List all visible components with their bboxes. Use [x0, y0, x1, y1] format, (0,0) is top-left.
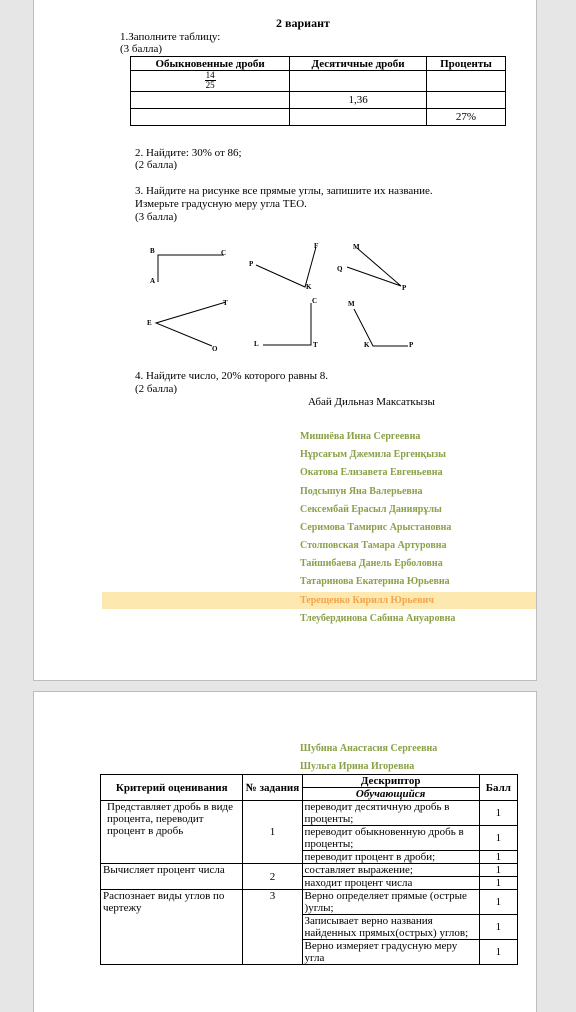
student-name[interactable]: Шульга Ирина Игоревна: [300, 761, 415, 772]
descriptor-3-1: Верно определяет прямые (острые )углы;: [302, 890, 479, 915]
student-name[interactable]: Тайшибаева Данель Ерболовна: [300, 558, 443, 569]
score: 1: [479, 826, 517, 851]
angle-teo: [156, 302, 226, 346]
label-a: A: [150, 277, 156, 285]
label-c2: C: [312, 297, 318, 305]
task-number-1: 1: [243, 801, 302, 864]
label-p2: P: [402, 284, 407, 292]
angles-figure: [34, 0, 536, 360]
document-page-1: [34, 0, 536, 680]
student-name[interactable]: Мишиёва Инна Сергеевна: [300, 431, 421, 442]
label-t: T: [223, 299, 228, 307]
angle-bca: [158, 255, 224, 282]
task4-points: (2 балла): [135, 383, 178, 395]
label-o: O: [212, 345, 218, 353]
student-name-selected[interactable]: Терещенко Кирилл Юрьевич: [300, 595, 434, 606]
angle-mkp: [354, 309, 408, 346]
author-name: Абай Дильназ Максаткызы: [308, 396, 435, 408]
cell-percent: 27%: [426, 109, 505, 126]
header-criterion: Критерий оценивания: [101, 775, 243, 801]
variant-title: 2 вариант: [276, 16, 330, 30]
student-name[interactable]: Шубина Анастасия Сергеевна: [300, 743, 438, 754]
header-descriptor: Дескриптор: [302, 775, 479, 788]
descriptor-1-2: переводит обыкновенную дробь в проценты;: [302, 826, 479, 851]
header-score: Балл: [479, 775, 517, 801]
student-name[interactable]: Подсыпун Яна Валерьевна: [300, 486, 423, 497]
score: 1: [479, 890, 517, 915]
label-m: M: [353, 243, 360, 251]
task2-points: (2 балла): [135, 159, 178, 171]
task3-points: (3 балла): [135, 211, 178, 223]
label-k: K: [306, 283, 312, 291]
score: 1: [479, 877, 517, 890]
fraction-denominator: 25: [205, 80, 215, 90]
fraction-numerator: 14: [205, 70, 215, 80]
student-name[interactable]: Нұрсағым Джемила Ергенқызы: [300, 449, 446, 460]
task3-line1: 3. Найдите на рисунке все прямые углы, запишите их название.: [135, 185, 433, 197]
label-m2: M: [348, 300, 355, 308]
student-name[interactable]: Столповская Тамара Артуровна: [300, 540, 447, 551]
label-t2: T: [313, 341, 318, 349]
student-name[interactable]: Серимова Тамирис Арыстановна: [300, 522, 452, 533]
cell-decimal: 1,36: [290, 92, 427, 109]
task1-points: (3 балла): [120, 43, 163, 55]
label-l: L: [254, 340, 259, 348]
score: 1: [479, 851, 517, 864]
header-decimal-fractions: Десятичные дроби: [290, 57, 427, 71]
task-number-3: 3: [243, 890, 302, 965]
task3-line2: Измерьте градусную меру угла TEO.: [135, 198, 307, 210]
score: 1: [479, 801, 517, 826]
header-descriptor-sub: Обучающийся: [302, 788, 479, 801]
label-b: B: [150, 247, 155, 255]
label-f: F: [314, 242, 319, 250]
student-name[interactable]: Тлеубердинова Сабина Ануаровна: [300, 613, 456, 624]
criterion-3: Распознает виды углов по чертежу: [101, 890, 243, 965]
criterion-1: Представляет дробь в виде процента, переводит процент в дробь: [101, 801, 243, 864]
descriptor-2-2: находит процент числа: [302, 877, 479, 890]
score: 1: [479, 915, 517, 940]
task4-text: 4. Найдите число, 20% которого равны 8.: [135, 370, 328, 382]
score: 1: [479, 864, 517, 877]
angle-fkp: [256, 247, 316, 287]
label-p: P: [249, 260, 254, 268]
score: 1: [479, 940, 517, 965]
header-task-number: № задания: [243, 775, 302, 801]
label-p3: P: [409, 341, 414, 349]
assessment-table: [100, 774, 518, 965]
angle-ctl: [263, 303, 311, 345]
task2-text: 2. Найдите: 30% от 86;: [135, 147, 242, 159]
label-e: E: [147, 319, 152, 327]
header-common-fractions: Обыкновенные дроби: [131, 57, 290, 71]
task-number-2: 2: [243, 864, 302, 890]
descriptor-3-3: Верно измеряет градусную меру угла: [302, 940, 479, 965]
student-name[interactable]: Татаринова Екатерина Юрьевна: [300, 576, 450, 587]
label-c: C: [221, 249, 227, 257]
label-k2: K: [364, 341, 370, 349]
descriptor-2-1: составляет выражение;: [302, 864, 479, 877]
angle-mpq: [347, 248, 401, 286]
descriptor-3-2: Записывает верно названия найденных прямых(острых) углов;: [302, 915, 479, 940]
descriptor-1-3: переводит процент в дроби;: [302, 851, 479, 864]
student-name[interactable]: Окатова Елизавета Евгеньевна: [300, 467, 443, 478]
student-name[interactable]: Сексембай Ерасыл Даниярұлы: [300, 504, 442, 515]
label-q: Q: [337, 265, 343, 273]
header-percents: Проценты: [426, 57, 505, 71]
descriptor-1-1: переводит десятичную дробь в проценты;: [302, 801, 479, 826]
criterion-2: Вычисляет процент числа: [101, 864, 243, 890]
task1-text: 1.Заполните таблицу:: [120, 31, 221, 43]
document-page-2: [34, 692, 536, 1012]
